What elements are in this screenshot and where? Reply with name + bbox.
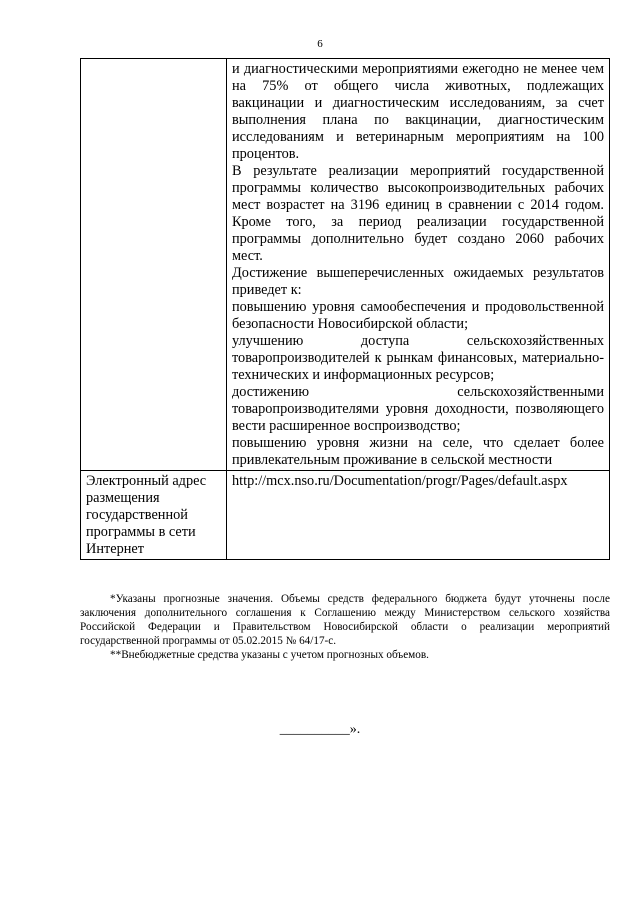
- table-row: [81, 59, 610, 471]
- results-paragraph: В результате реализации мероприятий государственной программы количество высокопроизводительных рабочих мест возрастет на 3196 единиц в сравнении с 2014 годом. Кроме того, за период реализации государственной программы дополнительно будет создано 2060 рабочих мест.: [232, 163, 604, 264]
- results-list-item: улучшению доступа сельскохозяйственных товаропроизводителей к рынкам финансовых, материально-технических и информационных ресурсов;: [232, 333, 604, 383]
- results-paragraph: Достижение вышеперечисленных ожидаемых результатов приведет к:: [232, 265, 604, 298]
- internet-address-label: Электронный адрес размещения государственной программы в сети Интернет: [81, 471, 227, 560]
- expected-results-cell: [227, 59, 610, 471]
- table-row: [81, 471, 610, 560]
- results-list-item: достижению сельскохозяйственными товаропроизводителями уровня доходности, позволяющего вести расширенное воспроизводство;: [232, 384, 604, 434]
- program-passport-table: [80, 58, 610, 560]
- footnote-federal-budget: *Указаны прогнозные значения. Объемы средств федерального бюджета будут уточнены после заключения дополнительного соглашения к Соглашению между Министерством сельского хозяйства Российской Федерации и Правительством Новосибирской области о реализации мероприятий государственной программы от 05.02.2015 № 64/17-с.: [80, 593, 610, 647]
- page-number: 6: [317, 38, 323, 50]
- results-list-item: повышению уровня жизни на селе, что сделает более привлекательным проживание в сельской местности: [232, 435, 604, 468]
- footnote-extrabudgetary: **Внебюджетные средства указаны с учетом прогнозных объемов.: [110, 649, 429, 661]
- footnotes: [80, 592, 610, 662]
- program-url-link[interactable]: http://mcx.nso.ru/Documentation/progr/Pages/default.aspx: [227, 471, 610, 560]
- results-paragraph: и диагностическими мероприятиями ежегодно не менее чем на 75% от общего числа животных, подлежащих вакцинации и диагностическим исследованиям, за счет выполнения плана по вакцинации, диагностическим исследованиям и ветеринарным мероприятиям на 100 процентов.: [232, 61, 604, 162]
- label-cell-empty: [81, 59, 227, 471]
- closing-mark: __________».: [279, 722, 361, 737]
- results-list-item: повышению уровня самообеспечения и продовольственной безопасности Новосибирской области;: [232, 299, 604, 332]
